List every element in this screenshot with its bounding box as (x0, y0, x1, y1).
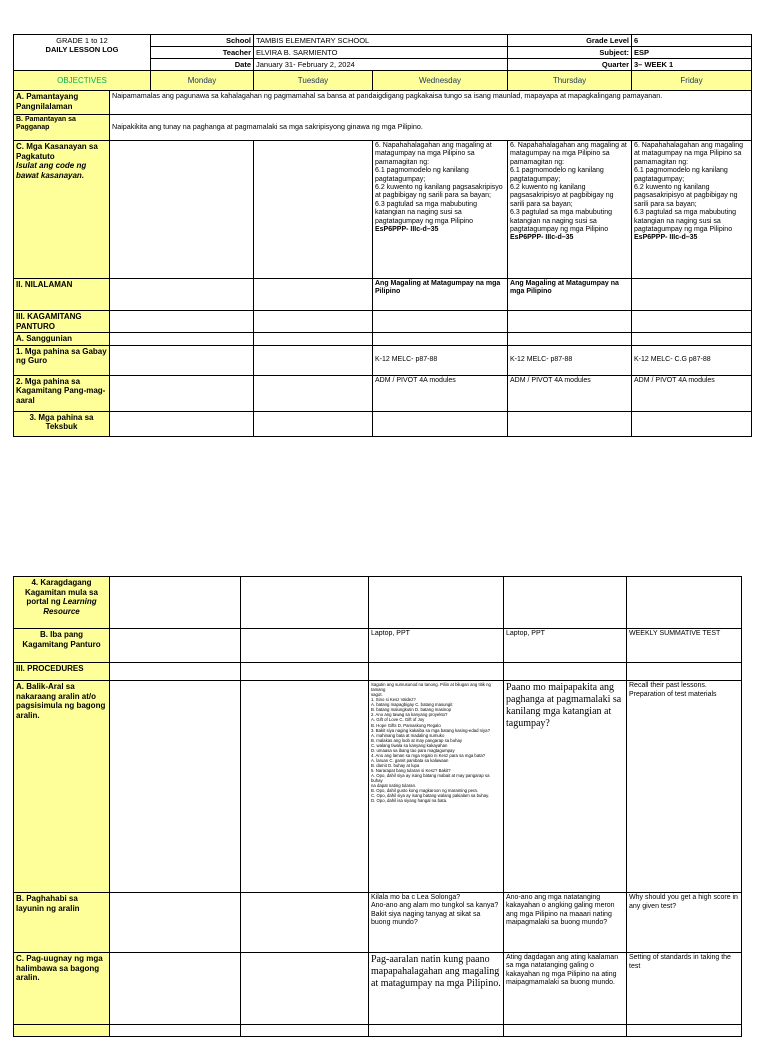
pang-mag-aaral-tue (254, 375, 373, 411)
date-value: January 31- February 2, 2024 (254, 59, 508, 71)
learning-resource-label: Learning Resource (43, 597, 97, 616)
karagdagang-mon (110, 577, 241, 629)
teksbuk-wed (373, 411, 508, 436)
kasanayan-instruction: Isulat ang code ng bawat kasanayan. (16, 161, 87, 180)
paghahabi-mon (110, 893, 241, 953)
kagamitang-mon (110, 311, 254, 333)
kasanayan-mon (110, 141, 254, 279)
row-label-gabay-ng-guro: 1. Mga pahina sa Gabay ng Guro (14, 345, 110, 375)
iba-pang-wed: Laptop, PPT (369, 629, 504, 663)
gabay-tue (254, 345, 373, 375)
school-label: School (151, 35, 254, 47)
row-label-iba-pang-kagamitan: B. Iba pang Kagamitang Panturo (14, 629, 110, 663)
procedures-fri (627, 663, 742, 681)
row-label-karagdagang-kagamitan (14, 577, 110, 629)
paghahabi-thu: Ano-ano ang mga natatanging kakayahan o angking galing meron ang mga Pilipino na maaari nating maipagmalaki sa buong mundo? (504, 893, 627, 953)
quarter-value: 3– WEEK 1 (632, 59, 752, 71)
nilalaman-fri (632, 279, 752, 311)
pang-mag-aaral-wed: ADM / PIVOT 4A modules (373, 375, 508, 411)
row-label-kagamitang-pang-mag-aaral: 2. Mga pahina sa Kagamitang Pang-mag-aaral (14, 375, 110, 411)
row-label-kagamitang-panturo: III. KAGAMITANG PANTURO (14, 311, 110, 333)
grade-level-label: Grade Level (508, 35, 632, 47)
day-tuesday: Tuesday (254, 71, 373, 91)
paghahabi-tue (241, 893, 369, 953)
kagamitang-thu (508, 311, 632, 333)
row-label-nilalaman: II. NILALAMAN (14, 279, 110, 311)
pag-uugnay-mon (110, 953, 241, 1025)
procedures-thu (504, 663, 627, 681)
kasanayan-label: C. Mga Kasanayan sa Pagkatuto (16, 142, 98, 161)
procedures-wed (369, 663, 504, 681)
pamantayang-pangnilalaman-text: Naipamamalas ang pagunawa sa kahalagahan ng pagmamahal sa bansa at pandaigdigang pagkakaisa tungo sa isang maunlad, mapayapa at mapagkalingang pamayanan. (110, 91, 752, 115)
pag-uugnay-tue (241, 953, 369, 1025)
kasanayan-fri-code: EsP6PPP- IIIc-d–35 (634, 234, 698, 242)
kasanayan-thu-code: EsP6PPP- IIIc-d–35 (510, 234, 574, 242)
subject-label: Subject: (508, 47, 632, 59)
row-label-balik-aral: A. Balik-Aral sa nakaraang aralin at/o pagsisimula ng bagong aralin. (14, 681, 110, 893)
sanggunian-thu (508, 333, 632, 346)
nilalaman-mon (110, 279, 254, 311)
row-label-pag-uugnay: C. Pag-uugnay ng mga halimbawa sa bagong aralin. (14, 953, 110, 1025)
pamantayan-sa-pagganap-text: Naipakikita ang tunay na paghanga at pagmamalaki sa mga sakripisyong ginawa ng mga Pilipino. (110, 115, 752, 141)
row-label-pamantayang-pangnilalaman: A. Pamantayang Pangnilalaman (14, 91, 110, 115)
kasanayan-thu (508, 141, 632, 279)
paghahabi-fri: Why should you get a high score in any given test? (627, 893, 742, 953)
date-label: Date (151, 59, 254, 71)
kasanayan-wed (373, 141, 508, 279)
iba-pang-fri: WEEKLY SUMMATIVE TEST (627, 629, 742, 663)
quarter-label: Quarter (508, 59, 632, 71)
next-tue (241, 1025, 369, 1037)
teksbuk-thu (508, 411, 632, 436)
grade-level-value: 6 (632, 35, 752, 47)
paghahabi-wed: Kilala mo ba c Lea Solonga? Ano-ano ang alam mo tungkol sa kanya? Bakit siya naging tanyag at sikat sa buong mundo? (369, 893, 504, 953)
iba-pang-mon (110, 629, 241, 663)
gabay-thu: K-12 MELC- p87-88 (508, 345, 632, 375)
day-thursday: Thursday (508, 71, 632, 91)
balik-aral-wed-quiz: Sagutin ang sumusunod na tanong. Piliin at bilugan ang titik ng tamang sagot. 1. Sino si Kesz Valdez? A. batang mapagbigay C. batang masungit B. batang malungkutin D. batang masinop 2. Ano ang tawag sa kanyang proyekto? A. Gift of Love C. Gift of Joy B. Hope Gifts D. Pamaskong Regalo 3. Bakit siya naging kakaiba sa mga batang kasing-edad niya? A. mahinang bata at madaling sumuko B. malakas ang loob at may pangarap sa buhay C. walang tiwala sa kanyang kakayahan D. umaasa sa ibang tao para magtagumpay 4. Ano ang laman sa mga regalo ni Kesz para sa mga bata? A. laruan C. gamit pambata sa kalawaan B. damit D. buhay at lupa 5. Nararapat bang tularan si Kesz? Bakit? A. Opo, dahil siya ay isang batang mabait at may pangarap sa buhay na dapat nating tularan. B. Opo, dahil gusto kong magkaroon ng maraming pera. C. Opo, dahil siya ay isang batang walang pakialam sa buhay. D. Opo, dahil isa siyang hangal na bata. (369, 681, 504, 893)
balik-aral-mon (110, 681, 241, 893)
iba-pang-tue (241, 629, 369, 663)
sanggunian-mon (110, 333, 254, 346)
gabay-wed: K-12 MELC- p87-88 (373, 345, 508, 375)
row-label-pamantayan-sa-pagganap: B. Pamantayan sa Pagganap (14, 115, 110, 141)
pag-uugnay-thu: Ating dagdagan ang ating kaalaman sa mga natatanging galing o kakayahan ng mga Pilipino na ating maipagmamalaki sa buong mundo. (504, 953, 627, 1025)
log-title-cell (14, 35, 151, 71)
pang-mag-aaral-thu: ADM / PIVOT 4A modules (508, 375, 632, 411)
balik-aral-thu: Paano mo maipapakita ang paghanga at pagmamalaki sa kanilang mga katangian at tagumpay? (504, 681, 627, 893)
teacher-value: ELVIRA B. SARMIENTO (254, 47, 508, 59)
next-wed (369, 1025, 504, 1037)
balik-aral-tue (241, 681, 369, 893)
gabay-mon (110, 345, 254, 375)
kasanayan-wed-code: EsP6PPP- IIIc-d–35 (375, 225, 439, 233)
row-label-procedures: III. PROCEDURES (14, 663, 110, 681)
karagdagang-fri (627, 577, 742, 629)
karagdagang-label: 4. Karagdagang Kagamitan mula sa portal ng (25, 578, 98, 607)
day-wednesday: Wednesday (373, 71, 508, 91)
sanggunian-fri (632, 333, 752, 346)
subject-value: ESP (632, 47, 752, 59)
grade-span: GRADE 1 to 12 (56, 36, 108, 45)
log-title: DAILY LESSON LOG (45, 45, 119, 54)
kasanayan-thu-text: 6. Napahahalagahan ang magaling at matagumpay na mga Pilipino sa pamamagitan ng: 6.1 pagmomodelo ng kanilang pagtatagumpay; 6.2 kuwento ng kanilang pagsasakripisyo at pagbibigay ng sarili para sa bayan; 6.3 pagtulad sa mga mabubuting katangian na naging susi sa pagtatagumpay ng mga Pilipino (510, 142, 627, 233)
kasanayan-wed-text: 6. Napahahalagahan ang magaling at matagumpay na mga Pilipino sa pamamagitan ng: 6.1 pagmomodelo ng kanilang pagtatagumpay; 6.2 kuwento ng kanilang pagsasakripisyo at pagbibigay ng sarili para sa bayan; 6.3 pagtulad sa mga mabubuting katangian na naging susi sa pagtatagumpay ng mga Pilipino (375, 142, 503, 225)
kagamitang-fri (632, 311, 752, 333)
pag-uugnay-wed: Pag-aaralan natin kung paano mapapahalagahan ang magaling at matagumpay na mga Pilipino. (369, 953, 504, 1025)
next-fri (627, 1025, 742, 1037)
school-value: TAMBIS ELEMENTARY SCHOOL (254, 35, 508, 47)
kasanayan-tue (254, 141, 373, 279)
procedures-tue (241, 663, 369, 681)
kagamitang-wed (373, 311, 508, 333)
kagamitang-tue (254, 311, 373, 333)
row-label-sanggunian: A. Sanggunian (14, 333, 110, 346)
iba-pang-thu: Laptop, PPT (504, 629, 627, 663)
karagdagang-thu (504, 577, 627, 629)
next-mon (110, 1025, 241, 1037)
day-monday: Monday (151, 71, 254, 91)
teksbuk-tue (254, 411, 373, 436)
kasanayan-fri (632, 141, 752, 279)
pang-mag-aaral-mon (110, 375, 254, 411)
gabay-fri: K-12 MELC- C.G p87-88 (632, 345, 752, 375)
row-label-kasanayan (14, 141, 110, 279)
balik-aral-fri: Recall their past lessons. Preparation of test materials (627, 681, 742, 893)
teksbuk-fri (632, 411, 752, 436)
sanggunian-wed (373, 333, 508, 346)
row-label-next (14, 1025, 110, 1037)
lesson-log-table-2 (13, 576, 742, 1037)
day-friday: Friday (632, 71, 752, 91)
sanggunian-tue (254, 333, 373, 346)
pag-uugnay-fri: Setting of standards in taking the test (627, 953, 742, 1025)
next-thu (504, 1025, 627, 1037)
row-label-teksbuk: 3. Mga pahina sa Teksbuk (14, 411, 110, 436)
nilalaman-tue (254, 279, 373, 311)
objectives-header: OBJECTIVES (14, 71, 151, 91)
teacher-label: Teacher (151, 47, 254, 59)
teksbuk-mon (110, 411, 254, 436)
procedures-mon (110, 663, 241, 681)
row-label-paghahabi: B. Paghahabi sa layunin ng aralin (14, 893, 110, 953)
karagdagang-tue (241, 577, 369, 629)
karagdagang-wed (369, 577, 504, 629)
lesson-log-table-1 (13, 34, 752, 437)
pang-mag-aaral-fri: ADM / PIVOT 4A modules (632, 375, 752, 411)
kasanayan-fri-text: 6. Napahahalagahan ang magaling at matagumpay na mga Pilipino sa pamamagitan ng: 6.1 pagmomodelo ng kanilang pagtatagumpay; 6.2 kuwento ng kanilang pagsasakripisyo at pagbibigay ng sarili para sa bayan; 6.3 pagtulad sa mga mabubuting katangian na naging susi sa pagtatagumpay ng mga Pilipino (634, 142, 743, 233)
nilalaman-thu: Ang Magaling at Matagumpay na mga Pilipino (508, 279, 632, 311)
nilalaman-wed: Ang Magaling at Matagumpay na mga Pilipino (373, 279, 508, 311)
